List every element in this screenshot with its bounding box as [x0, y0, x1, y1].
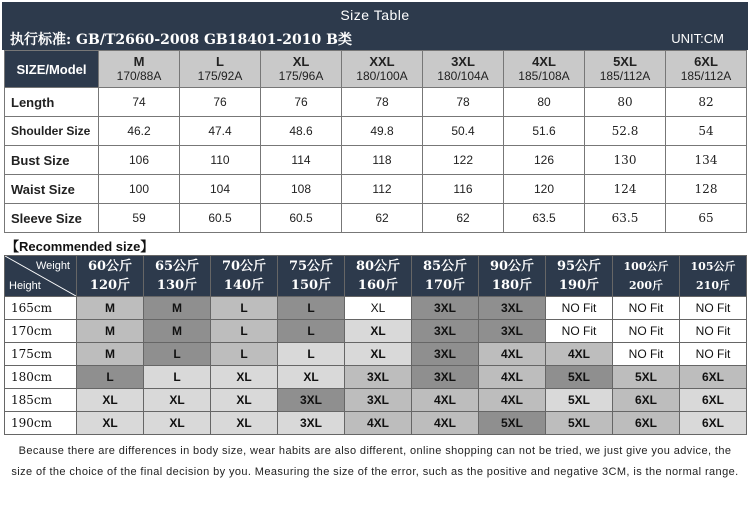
recommended-size-cell: XL — [345, 297, 412, 320]
measurement-value: 80 — [585, 88, 666, 117]
size-col-header — [666, 51, 747, 88]
measurement-value: 122 — [423, 146, 504, 175]
recommended-size-cell: 6XL — [613, 389, 680, 412]
size-model: 180/100A — [356, 69, 408, 83]
recommended-size-cell: 3XL — [412, 297, 479, 320]
height-label: 190cm — [5, 412, 77, 435]
weight-jin: 190斤 — [558, 278, 600, 293]
size-name: XL — [292, 54, 310, 69]
weight-jin: 160斤 — [357, 278, 399, 293]
recommended-size-cell: 3XL — [345, 366, 412, 389]
size-model: 185/108A — [518, 69, 570, 83]
size-name: 3XL — [451, 54, 475, 69]
recommended-size-cell: 3XL — [412, 320, 479, 343]
size-disclaimer: Because there are differences in body size, wear habits are also different, online shopping can not be tried, we just give you advice, the size of the choice of the final decision by you. Measuring the size of the error, such as the positive and negative 3CM, is the normal range. — [11, 445, 739, 478]
weight-kg: 100公斤 — [623, 260, 669, 273]
measurement-value: 128 — [666, 175, 747, 204]
measurement-row — [5, 204, 747, 233]
size-col-header — [423, 51, 504, 88]
size-model-corner: SIZE/Model — [5, 51, 99, 88]
recommended-size-cell: NO Fit — [680, 320, 747, 343]
recommended-size-cell: 4XL — [412, 389, 479, 412]
recommended-size-cell: 6XL — [680, 366, 747, 389]
weight-kg: 60公斤 — [87, 259, 133, 274]
weight-kg: 105公斤 — [690, 260, 736, 273]
measurement-value: 63.5 — [504, 204, 585, 233]
measurement-value: 47.4 — [180, 117, 261, 146]
weight-col-header — [211, 256, 278, 297]
weight-jin: 120斤 — [89, 278, 131, 293]
recommended-size-cell: XL — [345, 320, 412, 343]
measurement-value: 60.5 — [180, 204, 261, 233]
measurement-value: 124 — [585, 175, 666, 204]
height-row — [5, 343, 747, 366]
weight-col-header — [613, 256, 680, 297]
measurement-label: Bust Size — [5, 146, 99, 175]
recommended-size-cell: M — [77, 343, 144, 366]
recommended-size-table — [4, 255, 747, 435]
measurement-value: 106 — [99, 146, 180, 175]
weight-kg: 85公斤 — [422, 259, 468, 274]
measurement-value: 49.8 — [342, 117, 423, 146]
weight-jin: 170斤 — [424, 278, 466, 293]
size-table-title — [2, 2, 748, 28]
recommended-size-cell: L — [144, 343, 211, 366]
size-col-header — [99, 51, 180, 88]
measurement-value: 51.6 — [504, 117, 585, 146]
measurement-value: 76 — [180, 88, 261, 117]
height-label: 175cm — [5, 343, 77, 366]
recommended-size-cell: 6XL — [680, 389, 747, 412]
measurement-row — [5, 117, 747, 146]
measurement-row — [5, 175, 747, 204]
corner-weight-label: Weight — [35, 260, 70, 272]
recommended-size-cell: 4XL — [479, 343, 546, 366]
size-name: L — [216, 54, 224, 69]
height-row — [5, 297, 747, 320]
recommended-size-cell: 3XL — [345, 389, 412, 412]
measurement-value: 110 — [180, 146, 261, 175]
recommended-size-cell: 5XL — [479, 412, 546, 435]
weight-height-corner — [5, 256, 77, 297]
size-model: 180/104A — [437, 69, 489, 83]
recommended-size-cell: NO Fit — [613, 297, 680, 320]
height-row — [5, 412, 747, 435]
measurement-value: 54 — [666, 117, 747, 146]
measurement-value: 50.4 — [423, 117, 504, 146]
measurement-label: Shoulder Size — [5, 117, 99, 146]
unit-label: UNIT:CM — [671, 31, 724, 46]
recommended-size-cell: XL — [345, 343, 412, 366]
recommended-size-cell: 3XL — [479, 297, 546, 320]
measurement-value: 112 — [342, 175, 423, 204]
measurement-value: 63.5 — [585, 204, 666, 233]
weight-col-header — [479, 256, 546, 297]
measurement-value: 62 — [423, 204, 504, 233]
weight-kg: 90公斤 — [489, 259, 535, 274]
height-label: 170cm — [5, 320, 77, 343]
size-col-header — [585, 51, 666, 88]
weight-col-header — [680, 256, 747, 297]
weight-kg: 70公斤 — [221, 259, 267, 274]
weight-kg: 80公斤 — [355, 259, 401, 274]
recommended-size-cell: M — [144, 297, 211, 320]
recommended-size-cell: L — [211, 343, 278, 366]
recommended-size-cell: XL — [77, 412, 144, 435]
recommended-size-cell: NO Fit — [546, 297, 613, 320]
measurement-value: 116 — [423, 175, 504, 204]
recommended-size-cell: NO Fit — [680, 297, 747, 320]
weight-kg: 65公斤 — [154, 259, 200, 274]
measurement-value: 114 — [261, 146, 342, 175]
measurement-value: 126 — [504, 146, 585, 175]
recommended-size-cell: 6XL — [613, 412, 680, 435]
height-label: 180cm — [5, 366, 77, 389]
size-name: 5XL — [613, 54, 637, 69]
recommended-size-cell: XL — [77, 389, 144, 412]
recommended-size-cell: XL — [211, 366, 278, 389]
recommended-size-cell: NO Fit — [613, 343, 680, 366]
measurement-value: 134 — [666, 146, 747, 175]
height-row — [5, 366, 747, 389]
measurement-value: 59 — [99, 204, 180, 233]
measurement-value: 80 — [504, 88, 585, 117]
weight-header-row — [5, 256, 747, 297]
size-model: 185/112A — [599, 69, 651, 83]
recommended-size-cell: 5XL — [613, 366, 680, 389]
recommended-size-cell: 5XL — [546, 412, 613, 435]
recommended-size-cell: L — [144, 366, 211, 389]
recommended-size-cell: 3XL — [479, 320, 546, 343]
size-name: 4XL — [532, 54, 556, 69]
recommended-size-cell: 3XL — [278, 412, 345, 435]
size-table-body — [5, 88, 747, 233]
recommended-size-cell: XL — [211, 389, 278, 412]
measurement-value: 120 — [504, 175, 585, 204]
measurement-value: 60.5 — [261, 204, 342, 233]
weight-col-header — [278, 256, 345, 297]
recommended-size-cell: XL — [144, 412, 211, 435]
recommended-size-cell: L — [77, 366, 144, 389]
recommended-size-cell: 4XL — [412, 412, 479, 435]
weight-col-header — [345, 256, 412, 297]
size-model: 170/88A — [116, 69, 162, 83]
recommended-table-body — [5, 297, 747, 435]
recommended-size-cell: 3XL — [278, 389, 345, 412]
height-row — [5, 389, 747, 412]
recommended-size-cell: NO Fit — [613, 320, 680, 343]
size-measurement-table — [4, 50, 747, 233]
size-col-header — [261, 51, 342, 88]
height-label: 165cm — [5, 297, 77, 320]
recommended-size-cell: XL — [211, 412, 278, 435]
measurement-row — [5, 146, 747, 175]
size-header-row — [5, 51, 747, 88]
measurement-value: 78 — [342, 88, 423, 117]
measurement-value: 65 — [666, 204, 747, 233]
recommended-size-cell: 4XL — [479, 366, 546, 389]
measurement-value: 46.2 — [99, 117, 180, 146]
recommended-size-heading: 【Recommended size】 — [6, 239, 154, 254]
recommended-size-cell: 5XL — [546, 366, 613, 389]
weight-jin: 180斤 — [491, 278, 533, 293]
recommended-size-cell: XL — [144, 389, 211, 412]
measurement-label: Waist Size — [5, 175, 99, 204]
recommended-size-cell: L — [278, 320, 345, 343]
measurement-value: 76 — [261, 88, 342, 117]
weight-col-header — [546, 256, 613, 297]
size-model: 175/92A — [197, 69, 243, 83]
title-text: Size Table — [340, 7, 410, 23]
weight-kg: 75公斤 — [288, 259, 334, 274]
measurement-label: Length — [5, 88, 99, 117]
measurement-row — [5, 88, 747, 117]
standard-text: 执行标准: GB/T2660-2008 GB18401-2010 B类 — [10, 32, 352, 48]
recommended-size-cell: XL — [278, 366, 345, 389]
recommended-size-cell: 3XL — [412, 343, 479, 366]
size-col-header — [342, 51, 423, 88]
height-row — [5, 320, 747, 343]
recommended-size-cell: L — [211, 297, 278, 320]
recommended-size-cell: M — [77, 320, 144, 343]
recommended-size-cell: M — [144, 320, 211, 343]
weight-col-header — [144, 256, 211, 297]
weight-jin: 130斤 — [156, 278, 198, 293]
size-model: 175/96A — [278, 69, 324, 83]
weight-jin: 150斤 — [290, 278, 332, 293]
measurement-value: 78 — [423, 88, 504, 117]
size-name: XXL — [369, 54, 395, 69]
weight-kg: 95公斤 — [556, 259, 602, 274]
measurement-value: 52.8 — [585, 117, 666, 146]
weight-jin: 210斤 — [696, 279, 730, 292]
measurement-value: 108 — [261, 175, 342, 204]
measurement-value: 100 — [99, 175, 180, 204]
measurement-value: 82 — [666, 88, 747, 117]
corner-height-label: Height — [9, 280, 41, 292]
measurement-value: 104 — [180, 175, 261, 204]
size-name: M — [133, 54, 145, 69]
measurement-value: 118 — [342, 146, 423, 175]
standard-bar — [2, 28, 748, 50]
recommended-size-cell: 4XL — [345, 412, 412, 435]
recommended-size-cell: L — [278, 343, 345, 366]
recommended-size-cell: 4XL — [479, 389, 546, 412]
weight-jin: 140斤 — [223, 278, 265, 293]
recommended-size-cell: 5XL — [546, 389, 613, 412]
size-model: 185/112A — [680, 69, 732, 83]
size-name: 6XL — [694, 54, 718, 69]
measurement-value: 130 — [585, 146, 666, 175]
weight-col-header — [412, 256, 479, 297]
recommended-size-cell: 4XL — [546, 343, 613, 366]
recommended-size-cell: NO Fit — [680, 343, 747, 366]
height-label: 185cm — [5, 389, 77, 412]
recommended-size-cell: 3XL — [412, 366, 479, 389]
size-col-header — [504, 51, 585, 88]
measurement-value: 48.6 — [261, 117, 342, 146]
measurement-label: Sleeve Size — [5, 204, 99, 233]
recommended-size-cell: 6XL — [680, 412, 747, 435]
recommended-size-cell: NO Fit — [546, 320, 613, 343]
recommended-size-cell: L — [278, 297, 345, 320]
measurement-value: 74 — [99, 88, 180, 117]
recommended-size-cell: M — [77, 297, 144, 320]
measurement-value: 62 — [342, 204, 423, 233]
recommended-size-cell: L — [211, 320, 278, 343]
size-col-header — [180, 51, 261, 88]
weight-jin: 200斤 — [629, 279, 663, 292]
weight-col-header — [77, 256, 144, 297]
